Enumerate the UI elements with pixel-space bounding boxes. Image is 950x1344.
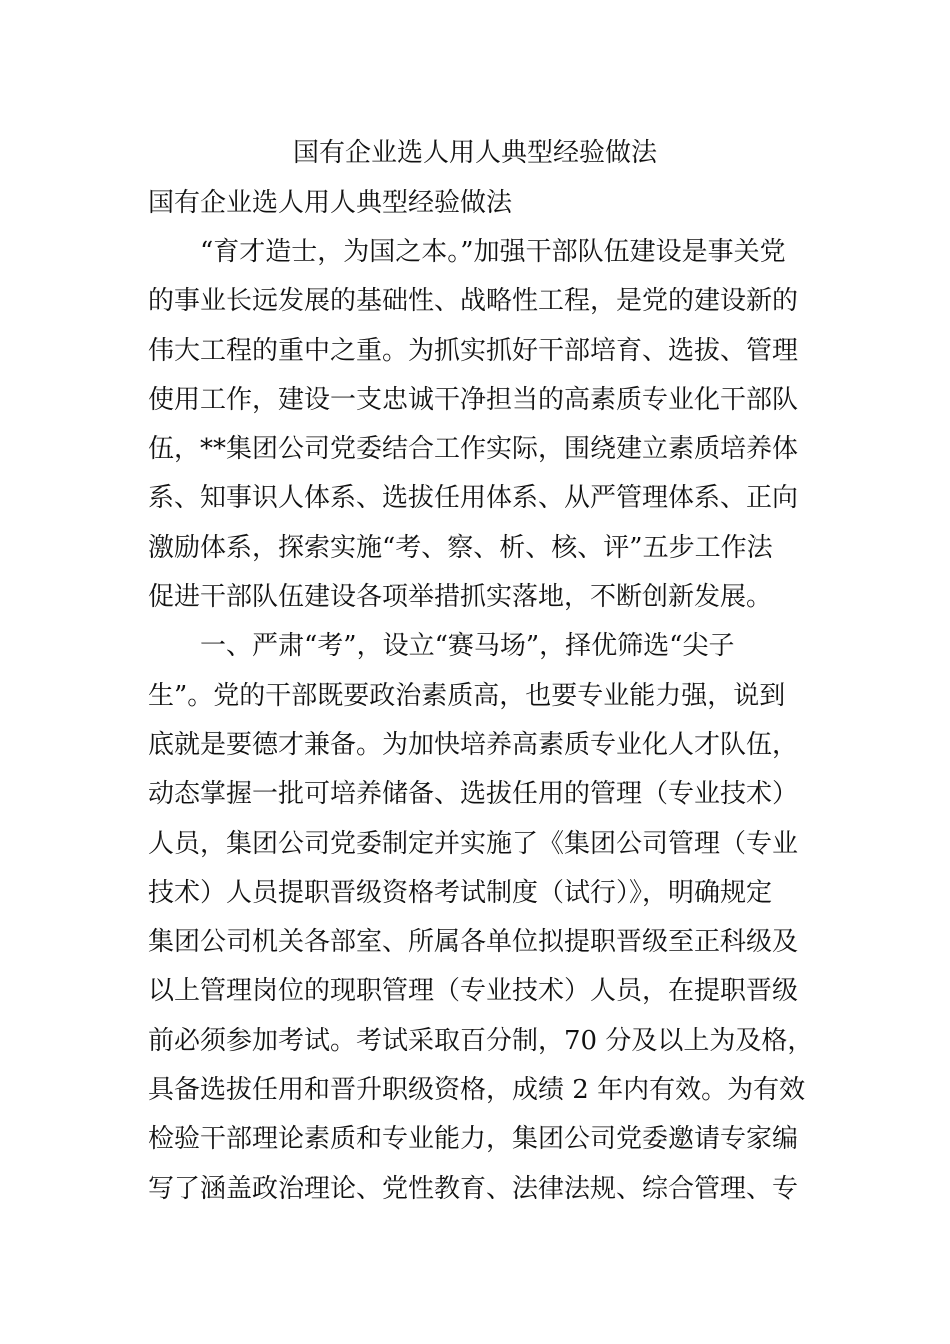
body-line: 人员，集团公司党委制定并实施了《集团公司管理（专业 [148,828,799,859]
body-line: 写了涵盖政治理论、党性教育、法律法规、综合管理、专 [148,1173,799,1204]
body-line: 底就是要德才兼备。为加快培养高素质专业化人才队伍， [148,729,799,760]
body-line: 检验干部理论素质和专业能力，集团公司党委邀请专家编 [148,1124,799,1155]
body-line: 的事业长远发展的基础性、战略性工程，是党的建设新的 [148,286,799,317]
body-line: 一、严肃“考”，设立“赛马场”，择优筛选“尖子 [148,631,735,662]
body-line: “育才造士，为国之本。”加强干部队伍建设是事关党 [148,237,786,267]
document-body [148,228,814,1214]
body-line: 前必须参加考试。考试采取百分制，70 分及以上为及格， [148,1025,814,1056]
body-line: 激励体系，探索实施“考、察、析、核、评”五步工作法 [148,532,773,563]
document-subtitle: 国有企业选人用人典型经验做法 [148,188,513,218]
body-line: 集团公司机关各部室、所属各单位拟提职晋级至正科级及 [148,927,799,958]
body-line: 具备选拔任用和晋升职级资格，成绩 2 年内有效。为有效 [148,1075,806,1106]
body-line: 伟大工程的重中之重。为抓实抓好干部培育、选拔、管理 [148,335,799,366]
body-line: 以上管理岗位的现职管理（专业技术）人员，在提职晋级 [148,976,799,1007]
body-line: 促进干部队伍建设各项举措抓实落地，不断创新发展。 [148,582,773,613]
document-title: 国有企业选人用人典型经验做法 [292,138,657,168]
body-line: 系、知事识人体系、选拔任用体系、从严管理体系、正向 [148,483,799,514]
body-line: 生”。党的干部既要政治素质高，也要专业能力强，说到 [148,680,786,711]
body-line: 动态掌握一批可培养储备、选拔任用的管理（专业技术） [148,779,799,810]
body-line: 使用工作，建设一支忠诚干净担当的高素质专业化干部队 [148,384,799,415]
body-line: 技术）人员提职晋级资格考试制度（试行）》，明确规定 [148,877,773,908]
body-line: 伍，**集团公司党委结合工作实际，围绕建立素质培养体 [148,434,799,465]
